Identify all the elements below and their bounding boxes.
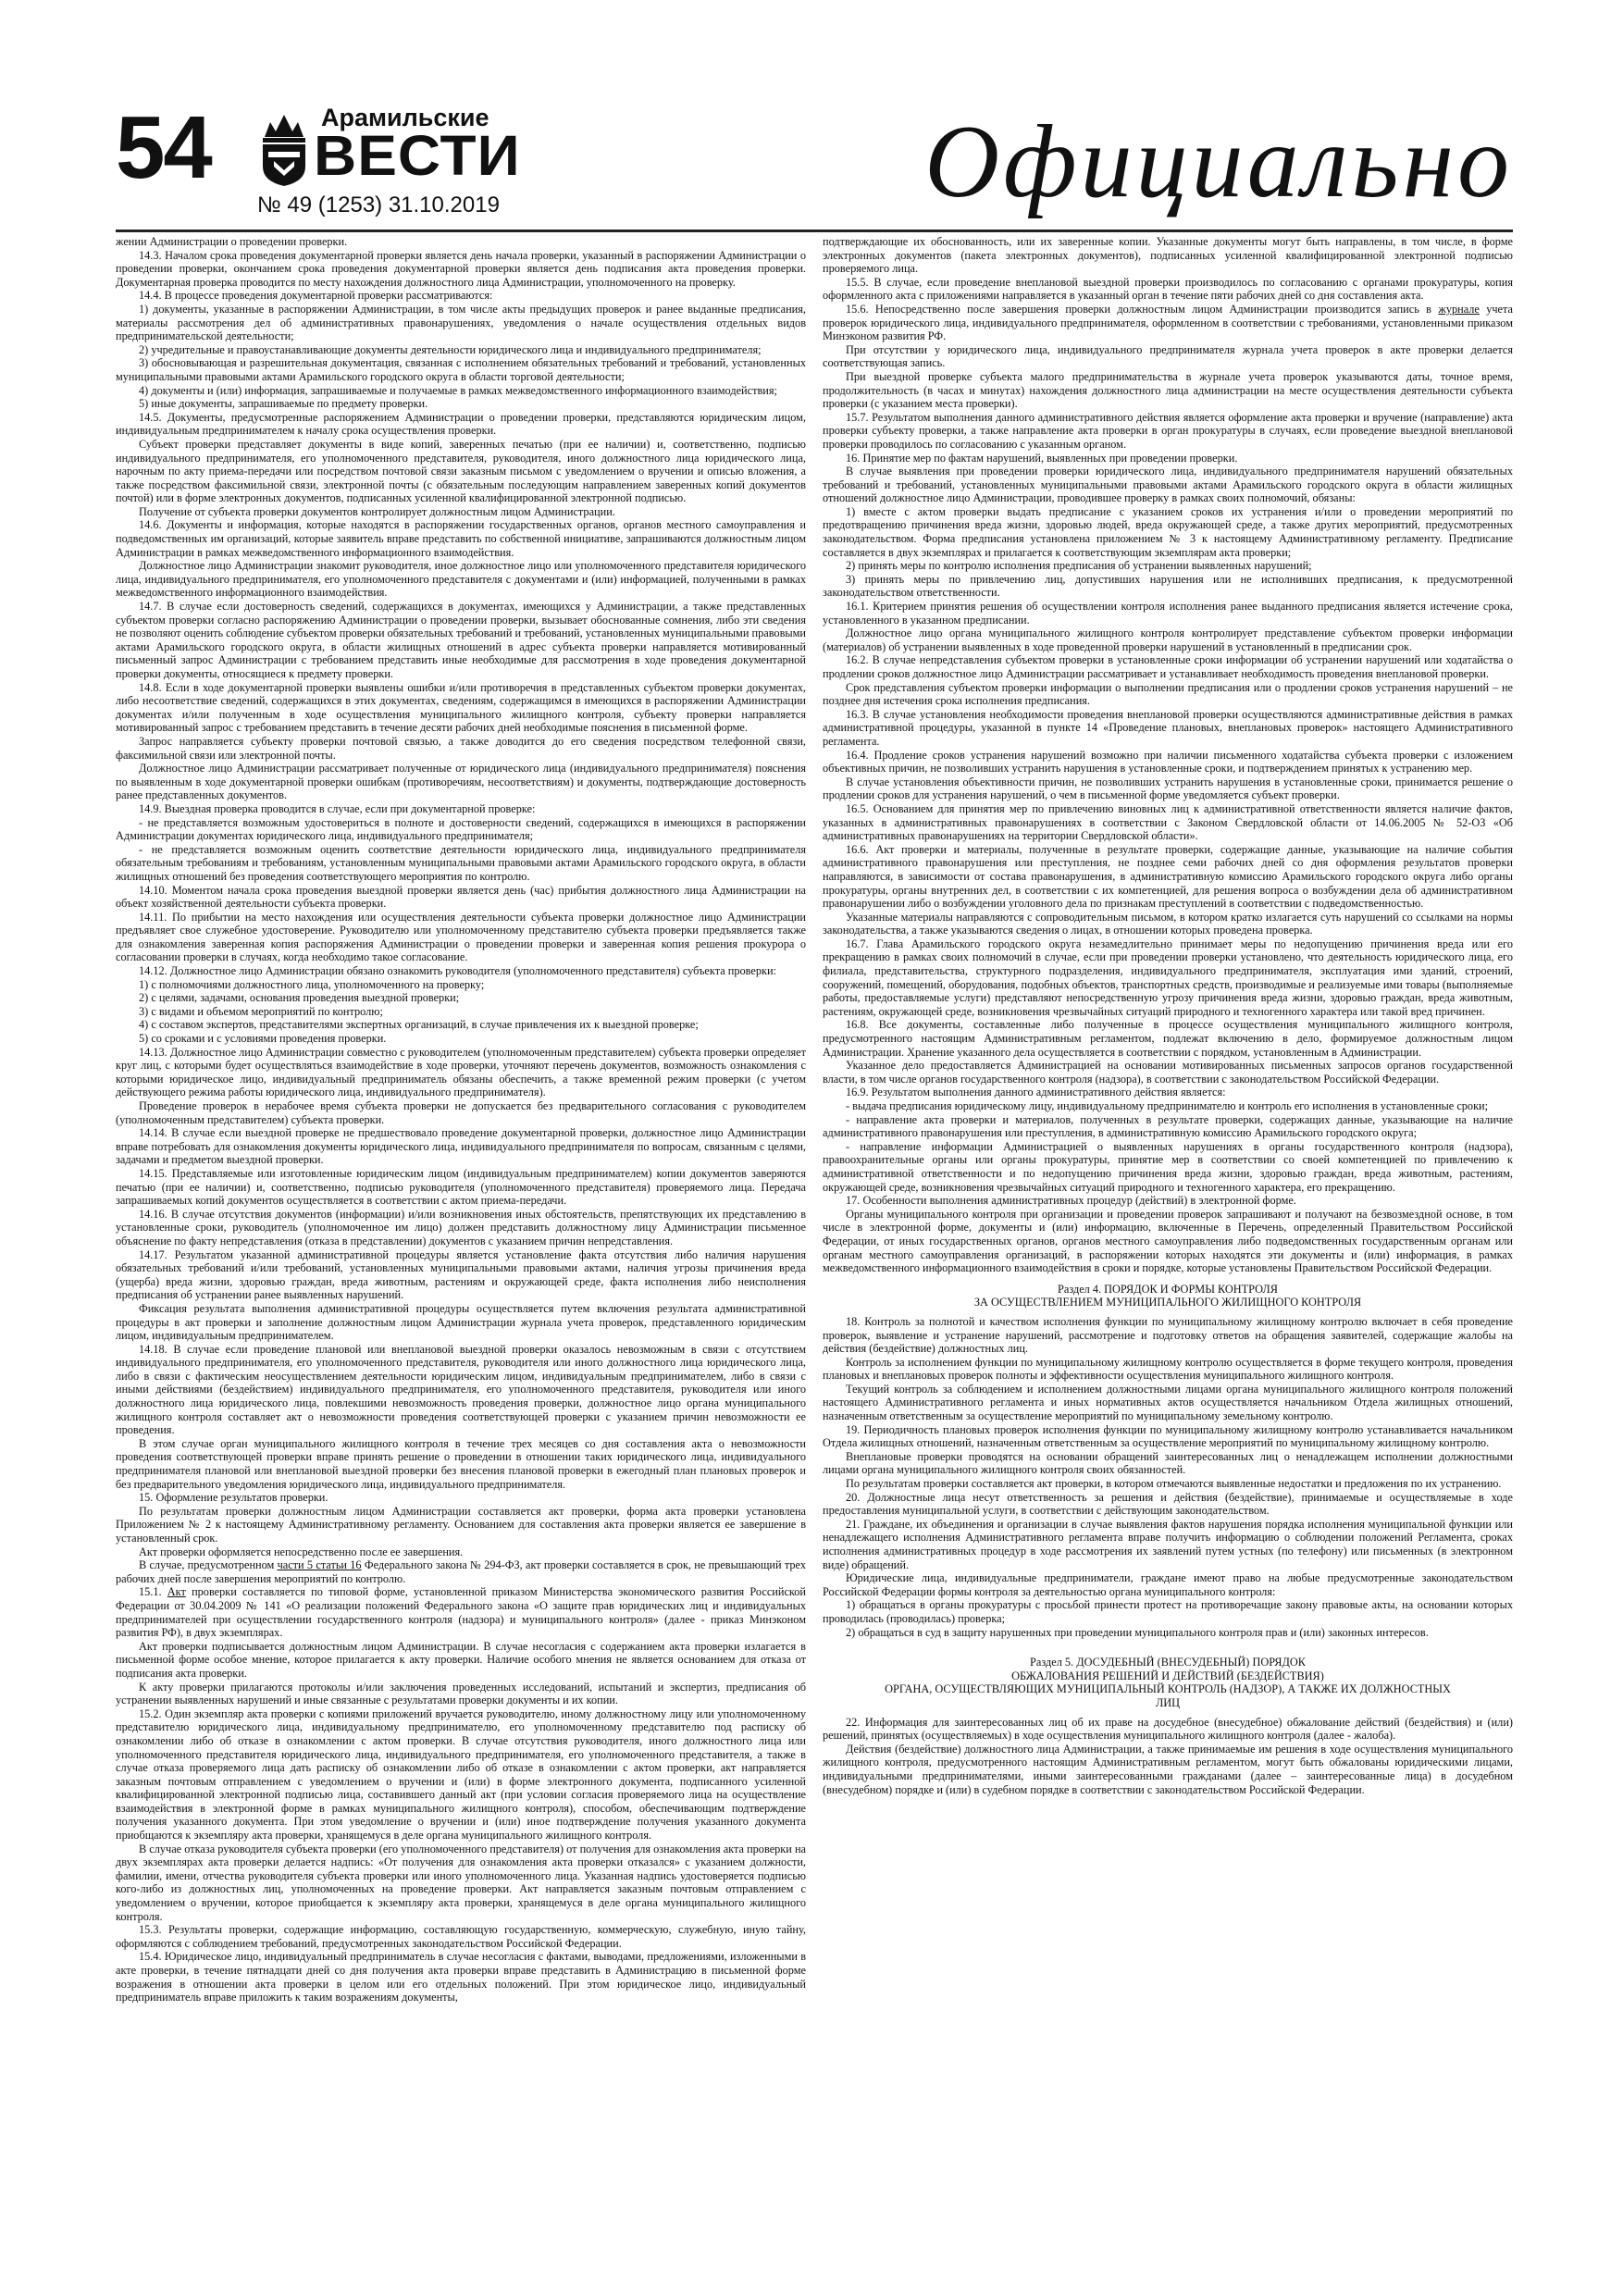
section-heading-line: ЛИЦ [1155, 1695, 1181, 1709]
paragraph: В случае установления объективности причин, не позволивших устранить нарушения в установленные сроки, принимается решение о продлении сроков для устранения нарушений, о чем в письменной форме уведомляется субъект проверки. [823, 775, 1513, 802]
right-part-2 [823, 1315, 1513, 1639]
paragraph: 21. Граждане, их объединения и организации в случае выявления фактов нарушения порядка исполнения муниципальной функции или ненадлежащего исполнения Административного регламента вправе получить информацию о соблюдении положений Регламента, сроках исполнения административных процедур в ходе рассмотрения их заявлений путем устных (по телефону) или письменных (в электронном виде) обращений. [823, 1517, 1513, 1571]
paragraph: По результатам проверки должностным лицом Администрации составляется акт проверки, форма акта проверки установлена Приложением № 2 к настоящему Административному регламенту. Основанием для составления акта проверки является ее завершение в установленный срок. [116, 1504, 806, 1545]
paragraph: 1) с полномочиями должностного лица, уполномоченного на проверку; [139, 977, 485, 991]
paragraph: 14.3. Началом срока проведения документарной проверки является день начала проверки, указанный в распоряжении Администрации о проведении проверки, окончанием срока проведения документарной проверки является день подписания акта проведения проверки. Документарная проверка проводится по месту нахождения должностного лица Администрации, уполномоченного на проверку. [116, 248, 806, 289]
paragraph: 14.6. Документы и информация, которые находятся в распоряжении государственных органов, органов местного самоуправления и подведомственных им организаций, которые заявитель вправе представить по собственной инициативе, запрашиваются должностным лицом Администрации в рамках межведомственного информационного взаимодействия. [116, 518, 806, 559]
paragraph: 19. Периодичность плановых проверок исполнения функции по муниципальному жилищному контролю устанавливается начальником Отдела жилищных отношений, назначенным ответственным за осуществление мероприятий по муниципальному жилищному контролю. [823, 1422, 1513, 1450]
paragraph: Должностное лицо Администрации знакомит руководителя, иное должностное лицо или уполномоченного представителя юридического лица, индивидуального предпринимателя, его уполномоченного представителя с документами и (или) информацией, полученными в рамках межведомственного информационного взаимодействия. [116, 559, 806, 600]
paragraph: 1) обращаться в органы прокуратуры с просьбой принести протест на противоречащие закону правовые акты, на основании которых проводилась (проводилась) проверка; [823, 1598, 1513, 1625]
paragraph: 14.7. В случае если достоверность сведений, содержащихся в документах, имеющихся у Администрации, а также представленных субъектом проверки согласно распоряжению Администрации о проведении проверки, вызывает обоснованные сомнения, либо эти сведения не позволяют оценить соблюдение субъектом проверки обязательных требований и требований, установленных муниципальными правовыми актами Арамильского городского округа, в области жилищных отношений в адрес субъекта проверки направляется мотивированный письменный запрос Администрации с требованием представить иные необходимые для рассмотрения в ходе проведения документарной проверки документы, относящиеся к предмету проверки. [116, 600, 806, 680]
section-heading-line: Раздел 4. ПОРЯДОК И ФОРМЫ КОНТРОЛЯ [1058, 1282, 1278, 1296]
paragraph: 5) со сроками и с условиями проведения проверки. [139, 1032, 387, 1046]
paragraph: 4) документы и (или) информация, запрашиваемые и получаемые в рамках межведомственного информационного взаимодействия; [139, 383, 777, 397]
paragraph: 15.7. Результатом выполнения данного административного действия является оформление акта проверки и вручение (направление) акта проверки субъекту проверки, а также направление акта проверки в орган прокуратуры в случаях, если проведение выездной внеплановой проверки проводилось по согласованию с указанным органом. [823, 410, 1513, 451]
paragraph: Субъект проверки представляет документы в виде копий, заверенных печатью (при ее наличии) и, соответственно, подписью индивидуального предпринимателя, его уполномоченного представителя, руководителя, иного должностного лица юридического лица, нарочным по акту приема-передачи или посредством почтовой связи заказным письмом с уведомлением о вручении и описью вложения, а также посредством факсимильной связи, электронной почты (с обязательным последующим направлением заверенных копий документов почтой) или в форме электронных документов, подписанных усиленной квалифицированной электронной подписью. [116, 437, 806, 505]
paragraph: Акт проверки подписывается должностным лицом Администрации. В случае несогласия с содержанием акта проверки излагается в письменной форме особое мнение, которое прилагается к акту проверки. Наличие особого мнения не является основанием для отказа от подписания акта проверки. [116, 1639, 806, 1680]
paragraph: 15.1. Акт проверки составляется по типовой форме, установленной приказом Министерства экономического развития Российской Федерации от 30.04.2009 № 141 «О реализации положений Федерального закона «О защите прав юридических лиц и индивидуальных предпринимателей при осуществлении государственного контроля (надзора) и муниципального контроля» (далее - приказ Минэконом развития РФ), в двух экземплярах. [116, 1585, 806, 1640]
paragraph: Органы муниципального контроля при организации и проведении проверок запрашивают и получают на безвозмездной основе, в том числе в электронной форме, документы и (или) информацию, включенные в Перечень, определенный Правительством Российской Федерации, от иных государственных органов, органов местного самоуправления либо подведомственных государственным органам или органам местного самоуправления организаций, в распоряжении которых находятся эти документы и (или) информация, в рамках межведомственного информационного взаимодействия в сроки и порядке, которые установлены Правительством Российской Федерации. [823, 1207, 1513, 1275]
section-heading-line: ЗА ОСУЩЕСТВЛЕНИЕМ МУНИЦИПАЛЬНОГО ЖИЛИЩНОГО КОНТРОЛЯ [973, 1296, 1362, 1309]
paragraph: 16.5. Основанием для принятия мер по привлечению виновных лиц к административной ответственности является наличие фактов, указанных в административных правонарушениях в соответствии с Законом Свердловской области от 14.06.2005 № 52-ОЗ «Об административных правонарушениях на территории Свердловской области». [823, 801, 1513, 843]
coat-of-arms-icon [257, 109, 311, 187]
paragraph: 2) принять меры по контролю исполнения предписания об устранении выявленных нарушений; [846, 559, 1312, 573]
page-number: 54 [116, 98, 211, 197]
paragraph: При выездной проверке субъекта малого предпринимательства в журнале учета проверок указываются даты, точное время, продолжительность (в часах и минутах) нахождения должностного лица администрации на месте осуществления деятельности субъекта проверки (с указанием места проверки). [823, 369, 1513, 411]
page-header [116, 98, 1513, 231]
paragraph: Юридические лица, индивидуальные предприниматели, граждане имеют право на любые предусмотренные законодательством Российской Федерации формы контроля за деятельностью органа муниципального контроля: [823, 1571, 1513, 1598]
right-part-1 [823, 235, 1513, 1275]
paragraph: 14.10. Моментом начала срока проведения выездной проверки является день (час) прибытия должностного лица Администрации на объект хозяйственной деятельности субъекта проверки. [116, 883, 806, 911]
paragraph: К акту проверки прилагаются протоколы и/или заключения проведенных исследований, испытаний и экспертиз, предписания об устранении выявленных нарушений и иные связанные с результатами проверки документы и их копии. [116, 1680, 806, 1707]
paragraph: 5) иные документы, запрашиваемые по предмету проверки. [139, 397, 428, 411]
paragraph: 16.4. Продление сроков устранения нарушений возможно при наличии письменного ходатайства субъекта проверки с изложением объективных причин, не позволивших устранить нарушения в установленные сроки, и подтверждением принятых к устранению мер. [823, 748, 1513, 776]
paragraph: 14.9. Выездная проверка проводится в случае, если при документарной проверке: [139, 801, 536, 815]
section-heading-line: ОРГАНА, ОСУЩЕСТВЛЯЮЩИХ МУНИЦИПАЛЬНЫЙ КОНТРОЛЬ (НАДЗОР), А ТАКЖЕ ИХ ДОЛЖНОСТНЫХ [885, 1682, 1451, 1696]
paragraph: Должностное лицо органа муниципального жилищного контроля контролирует представление субъектом проверки информации (материалов) об устранении выявленных в ходе проведенной проверки нарушений в установленный в предписании срок. [823, 627, 1513, 653]
paragraph: Запрос направляется субъекту проверки почтовой связью, а также доводится до его сведения посредством телефонной связи, факсимильной связи или электронной почты. [116, 734, 806, 762]
brand-top: Арамильские [321, 104, 489, 131]
paragraph: 16.1. Критерием принятия решения об осуществлении контроля исполнения ранее выданного предписания является истечение срока, установленного в указанном предписании. [823, 600, 1513, 627]
paragraph: 14.5. Документы, предусмотренные распоряжением Администрации о проведении проверки, представляются юридическим лицом, индивидуальным предпринимателем к началу срока осуществления проверки. [116, 410, 806, 438]
brand-name: ВЕСТИ [314, 124, 521, 188]
paragraph: - направление информации Администрацией о выявленных нарушениях в органы государственного контроля (надзора), правоохранительные органы или органы прокуратуры, принятие мер в соответствии со своей компетенцией по привлечению к административной ответственности и по недопущению причинения вреда жизни, здоровью граждан, вреда животным, растениям, окружающей среде, возникновения чрезвычайных ситуаций природного и техногенного характера, его прекращению. [823, 1139, 1513, 1194]
paragraph: подтверждающие их обоснованность, или их заверенные копии. Указанные документы могут быть направлены, в том числе, в форме электронных документов (пакета электронных документов), подписанных усиленной квалифицированной электронной подписью проверяемого лица. [823, 235, 1513, 276]
paragraph: 15.2. Один экземпляр акта проверки с копиями приложений вручается руководителю, иному должностному лицу или уполномоченному представителю юридического лица, индивидуальному предпринимателю, его уполномоченному представителю под расписку об ознакомлении либо об отказе в ознакомлении с актом проверки. В случае отсутствия руководителя, иного должностного лица или уполномоченного представителя юридического лица, индивидуального предпринимателя, его уполномоченного представителя, а также в случае отказа проверяемого лица дать расписку об ознакомлении либо об отказе в ознакомлении с актом проверки, акт направляется заказным почтовым отправлением с уведомлением о вручении и (или) в форме электронного документа, подписанного усиленной квалифицированной электронной подписью лица, составившего данный акт (при условии согласия проверяемого лица на осуществление взаимодействия в электронной форме в рамках муниципального жилищного контроля), способом, обеспечивающим подтверждение получения указанного документа. При этом уведомление о вручении и (или) иное подтверждение получения указанного документа приобщаются к экземпляру акта проверки, хранящемуся в деле органа муниципального жилищного контроля. [116, 1706, 806, 1843]
paragraph: Акт проверки оформляется непосредственно после ее завершения. [139, 1545, 464, 1558]
paragraph: Контроль за исполнением функции по муниципальному жилищному контролю осуществляется в форме текущего контроля, проведения плановых и внеплановых проверок полноты и эффективности осуществления муниципального жилищного контроля. [823, 1355, 1513, 1383]
paragraph: 14.17. Результатом указанной административной процедуры является установление факта отсутствия либо наличия нарушения обязательных требований и/или требований, установленных муниципальными правовыми актами, наличия угрозы причинения вреда (ущерба) вреда жизни, здоровью граждан, вреда животным, растениям и окружающей среде, факта исполнения либо неисполнения предписания об устранении ранее выявленных нарушений. [116, 1247, 806, 1302]
paragraph: 14.8. Если в ходе документарной проверки выявлены ошибки и/или противоречия в представленных субъектом проверки документах, либо несоответствие сведений, содержащихся в этих документах, сведениям, содержащимся в имеющихся в распоряжении Администрации документах и/или полученным в ходе осуществления муниципального жилищного контроля, субъекту проверки направляется мотивированный запрос с требованием представить в течение десяти рабочих дней необходимые пояснения в письменной форме. [116, 680, 806, 735]
paragraph: По результатам проверки составляется акт проверки, в котором отмечаются выявленные недостатки и предложения по их устранению. [846, 1477, 1502, 1491]
issue-info: № 49 (1253) 31.10.2019 [257, 192, 500, 217]
paragraph: 1) вместе с актом проверки выдать предписание с указанием сроков их устранения и/или о проведении мероприятий по предотвращению причинения вреда жизни, здоровью людей, вреда окружающей среде, а также других мероприятий, предусмотренных законодательством. Форма предписания установлена приложением № 3 к настоящему Административному регламенту. Предписание составляется в двух экземплярах и прилагается к соответствующим экземплярам акта проверки; [823, 504, 1513, 559]
paragraph: Фиксация результата выполнения административной процедуры осуществляется путем включения результата административной процедуры в акт проверки и заполнение должностным лицом Администрации журнала учета проверок, представленного юридическим лицом, индивидуальным предпринимателем. [116, 1301, 806, 1343]
paragraph: 14.12. Должностное лицо Администрации обязано ознакомить руководителя (уполномоченного представителя) субъекта проверки: [139, 964, 776, 978]
paragraph: 16. Принятие мер по фактам нарушений, выявленных при проведении проверки. [846, 451, 1238, 465]
section-4-title [823, 1283, 1513, 1309]
section-heading-line: Раздел 5. ДОСУДЕБНЫЙ (ВНЕСУДЕБНЫЙ) ПОРЯДОК [1030, 1656, 1306, 1669]
paragraph: 3) принять меры по привлечению лиц, допустивших нарушения или не исполнивших предписания, к предусмотренной законодательством ответственности. [823, 572, 1513, 600]
paragraph: 4) с составом экспертов, представителями экспертных организаций, в случае привлечения их к выездной проверке; [139, 1018, 699, 1032]
paragraph: Действия (бездействие) должностного лица Администрации, а также принимаемые им решения в ходе осуществления муниципального жилищного контроля, предусмотренного настоящим Административным регламентом, могут быть обжалованы юридическими лицами, индивидуальными предпринимателями, иными заинтересованными гражданами (далее – заинтересованные лица) в досудебном (внесудебном) порядке и (или) в судебном порядке в соответствии с законодательством Российской Федерации. [823, 1742, 1513, 1796]
paragraph: В этом случае орган муниципального жилищного контроля в течение трех месяцев со дня составления акта о невозможности проведения соответствующей проверки вправе принять решение о проведении в отношении таких юридического лица, индивидуального предпринимателя плановой или внеплановой выездной проверки без внесения плановой проверки в ежегодный план плановых проверок и без предварительного уведомления юридического лица, индивидуального предпринимателя. [116, 1436, 806, 1491]
paragraph: Текущий контроль за соблюдением и исполнением должностными лицами органа муниципального жилищного контроля положений настоящего Административного регламента и иных нормативных актов осуществляется начальником Отдела жилищных отношений, назначенным ответственным за осуществление мероприятий по муниципальному земельному контролю. [823, 1382, 1513, 1423]
paragraph: - выдача предписания юридическому лицу, индивидуальному предпринимателю и контроль его исполнения в установленные сроки; [846, 1099, 1489, 1112]
paragraph: 16.6. Акт проверки и материалы, полученные в результате проверки, содержащие данные, указывающие на наличие события административного правонарушения или преступления, не позднее семи рабочих дней со дня оформления результатов проверки направляются, в зависимости от состава правонарушения, в административную комиссию Арамильского городского округа либо органы прокуратуры, органы внутренних дел, в соответствии с их компетенцией, для решения вопроса о возбуждении дела об административном правонарушении либо о возбуждении уголовного дела по признакам преступлений в соответствии с подведомственностью. [823, 842, 1513, 911]
paragraph: 2) обращаться в суд в защиту нарушенных при проведении муниципального контроля прав и (или) законных интересов. [846, 1625, 1429, 1639]
paragraph: 16.8. Все документы, составленные либо полученные в процессе осуществления муниципального жилищного контроля, предусмотренного настоящим Административным регламентом, подлежат включению в дело, формируемое должностным лицом Администрации. Хранение указанного дела осуществляется в соответствии с порядком, установленным в Администрации. [823, 1018, 1513, 1059]
paragraph: В случае отказа руководителя субъекта проверки (его уполномоченного представителя) от получения для ознакомления акта проверки на двух экземплярах акта проверки делается надпись: «От получения для ознакомления акта проверки отказался» с указанием должности, фамилии, имени, отчества руководителя субъекта проверки или иного уполномоченного лица. Указанная надпись удостоверяется подписью кого-либо из должностных лиц, уполномоченных на проведение проверки. Акт направляется заказным почтовым отправлением с уведомлением о вручении, которое приобщается к экземпляру акта проверки, хранящемуся в деле органа муниципального жилищного контроля. [116, 1842, 806, 1923]
paragraph: 15.5. В случае, если проведение внеплановой выездной проверки производилось по согласованию с органами прокуратуры, копия оформленного акта с приложениями направляется в указанный орган в течение пяти рабочих дней со дня составления акта. [823, 275, 1513, 303]
paragraph: Получение от субъекта проверки документов контролирует должностным лицом Администрации. [139, 504, 615, 518]
paragraph: 15.3. Результаты проверки, содержащие информацию, составляющую государственную, коммерческую, служебную, иную тайну, оформляются с соблюдением требований, предусмотренных законодательством Российской Федерации. [116, 1923, 806, 1950]
paragraph: - не представляется возможным удостовериться в полноте и достоверности сведений, содержащихся в имеющихся в распоряжении Администрации документах юридического лица, индивидуального предпринимателя; [116, 815, 806, 843]
paragraph: В случае, предусмотренном части 5 статьи 16 Федерального закона № 294-ФЗ, акт проверки составляется в срок, не превышающий трех рабочих дней после завершения мероприятий по контролю. [116, 1558, 806, 1585]
header-rule [116, 230, 1513, 232]
left-column [116, 235, 806, 2271]
paragraph: 3) с видами и объемом мероприятий по контролю; [139, 1004, 383, 1018]
paragraph: 2) с целями, задачами, основания проведения выездной проверки; [139, 991, 460, 1005]
paragraph: 14.16. В случае отсутствия документов (информации) и/или возникновения иных обстоятельств, препятствующих их представлению в установленные сроки, руководитель (уполномоченное им лицо) должен представить должностному лицу Администрации письменное объяснение по факту непредставления (отказа в представлении) документов с указанием причин непредставления. [116, 1207, 806, 1247]
paragraph: 14.14. В случае если выездной проверке не предшествовало проведение документарной проверки, должностное лицо Администрации вправе потребовать для ознакомления документы юридического лица, индивидуального предпринимателя по вопросам, связанным с целями, задачами и предметом выездной проверки. [116, 1126, 806, 1167]
paragraph: 16.3. В случае установления необходимости проведения внеплановой проверки осуществляются административные действия в рамках административной процедуры, указанной в пункте 14 «Проведение плановых, внеплановых проверок» настоящего Административного регламента. [823, 707, 1513, 748]
paragraph: При отсутствии у юридического лица, индивидуального предпринимателя журнала учета проверок в акте проверки делается соответствующая запись. [823, 342, 1513, 370]
paragraph: 16.9. Результатом выполнения данного административного действия является: [846, 1086, 1226, 1099]
paragraph: В случае выявления при проведении проверки юридического лица, индивидуального предпринимателя нарушений обязательных требований и требований, установленных муниципальными правовыми актами Арамильского городского округа в области жилищных отношений должностное лицо Администрации, проводившее проверку в рамках своих полномочий, обязаны: [823, 465, 1513, 505]
paragraph: - направление акта проверки и материалов, полученных в результате проверки, содержащих данные, указывающие на наличие административного правонарушения или преступления, в административную комиссию Арамильского городского округа; [823, 1112, 1513, 1140]
paragraph: 16.7. Глава Арамильского городского округа незамедлительно принимает меры по недопущению причинения вреда или его прекращению в рамках своих полномочий в случае, если при проведении проверки установлено, что деятельность юридического лица, его филиала, представительства, структурного подразделения, индивидуального предпринимателя, эксплуатация ими зданий, строений, сооружений, помещений, оборудования, подобных объектов, транспортных средств, производимые и реализуемые ими товары (выполняемые работы, предоставляемые услуги) представляют непосредственную угрозу причинения вреда жизни, здоровью граждан, вреда животным, растениям, окружающей среде, возникновения чрезвычайных ситуаций природного и техногенного характера или такой вред причинен. [823, 937, 1513, 1018]
paragraph: 15. Оформление результатов проверки. [139, 1491, 328, 1505]
paragraph: Указанное дело предоставляется Администрацией на основании мотивированных письменных запросов органов государственной власти, в том числе органов государственного контроля (надзора), в соответствии с законодательством Российской Федерации. [823, 1059, 1513, 1086]
paragraph: жении Администрации о проведении проверки. [116, 235, 348, 248]
paragraph: 20. Должностные лица несут ответственность за решения и действия (бездействие), принимаемые и осуществляемые в ходе предоставления муниципальной услуги, в соответствии с действующим законодательством. [823, 1490, 1513, 1518]
paragraph: - не представляется возможным оценить соответствие деятельности юридического лица, индивидуального предпринимателя обязательным требованиям и требованиям, установленным муниципальными правовыми актами Арамильского городского округа, в области жилищных отношений без проведения соответствующего мероприятия по контролю. [116, 842, 806, 883]
paragraph: 14.4. В процессе проведения документарной проверки рассматриваются: [139, 289, 493, 303]
paragraph: 22. Информация для заинтересованных лиц об их праве на досудебное (внесудебное) обжалование действий (бездействия) и (или) решений, принятых (осуществляемых) в ходе осуществления муниципального жилищного контроля (далее - жалоба). [823, 1715, 1513, 1743]
paragraph: Указанные материалы направляются с сопроводительным письмом, в котором кратко излагается суть нарушений со ссылками на нормы законодательства, а также указываются сведения о лицах, в отношении которых проведена проверка. [823, 910, 1513, 937]
paragraph: 14.11. По прибытии на место нахождения или осуществления деятельности субъекта проверки должностное лицо Администрации предъявляет свое служебное удостоверение. Руководителю или уполномоченному представителю субъекта проверки предъявляется также для ознакомления заверенная копия распоряжения Администрации о проведении проверки и заверенная копия решения прокурора о согласовании проверки в случаях, когда необходимо такое согласование. [116, 910, 806, 964]
paragraph: 14.15. Представляемые или изготовленные юридическим лицом (индивидуальным предпринимателем) копии документов заверяются печатью (при ее наличии) и, соответственно, подписью руководителя (уполномоченного представителя) проверяемого лица. Передача запрашиваемых копий документов осуществляется в соответствии с актом приема-передачи. [116, 1166, 806, 1208]
paragraph: Проведение проверок в нерабочее время субъекта проверки не допускается без предварительного согласования с руководителем (уполномоченным представителем) субъекта проверки. [116, 1099, 806, 1126]
paragraph: 14.18. В случае если проведение плановой или внеплановой выездной проверки оказалось невозможным в связи с отсутствием индивидуального предпринимателя, его уполномоченного представителя, руководителя или иного должностного лица юридического лица, либо в связи с фактическим неосуществлением деятельности юридическим лицом, индивидуальным предпринимателем, либо в связи с иными действиями (бездействием) индивидуального предпринимателя, его уполномоченного представителя, руководителя или иного должностного лица юридического лица, повлекшими невозможность проведения проверки, должностное лицо органа муниципального жилищного контроля составляет акт о невозможности проведения соответствующей проверки с указанием причин невозможности ее проведения. [116, 1342, 806, 1437]
right-column [823, 235, 1513, 2271]
section-heading-line: ОБЖАЛОВАНИЯ РЕШЕНИЙ И ДЕЙСТВИЙ (БЕЗДЕЙСТВИЯ) [1011, 1669, 1324, 1682]
paragraph: 15.4. Юридическое лицо, индивидуальный предприниматель в случае несогласия с фактами, выводами, предложениями, изложенными в акте проверки, в течение пятнадцати дней со дня получения акта проверки вправе представить в Администрацию в письменной форме возражения в отношении акта проверки в целом или его отдельных положений. При этом юридическое лицо, индивидуальный предприниматель вправе приложить к таким возражениям документы, [116, 1950, 806, 2004]
paragraph: 14.13. Должностное лицо Администрации совместно с руководителем (уполномоченным представителем) субъекта проверки определяет круг лиц, с которыми будет осуществляться взаимодействие в ходе проверки, уточняют перечень документов, возможность ознакомления с которыми юридическое лицо, индивидуальный предприниматель обязаны обеспечить, а также временной режим проверки (с учетом действующего режима работы юридического лица, индивидуального предпринимателя). [116, 1045, 806, 1099]
paragraph: 3) обосновывающая и разрешительная документация, связанная с исполнением обязательных требований и требований, установленных муниципальными правовыми актами Арамильского городского округа в области торговой деятельности; [116, 356, 806, 383]
section-title: Официально [924, 105, 1513, 219]
paragraph: 1) документы, указанные в распоряжении Администрации, в том числе акты предыдущих проверок и ранее выданные предписания, материалы рассмотрения дел об административных правонарушениях, уведомления о начале осуществления отдельных видов предпринимательской деятельности; [116, 302, 806, 343]
paragraph: 16.2. В случае непредставления субъектом проверки в установленные сроки информации об устранении нарушений или ходатайства о продлении сроков должностное лицо Администрации рассматривает и устанавливает необходимость проведения внеплановой проверки. [823, 653, 1513, 680]
paragraph: Внеплановые проверки проводятся на основании обращений заинтересованных лиц о ненадлежащем исполнении должностными лицами органа муниципального жилищного контроля своих обязанностей. [823, 1449, 1513, 1477]
paragraph: 17. Особенности выполнения административных процедур (действий) в электронной форме. [846, 1194, 1296, 1208]
paragraph: 18. Контроль за полнотой и качеством исполнения функции по муниципальному жилищному контролю включает в себя проведение проверок, выявление и устранение нарушений, рассмотрение и подготовку ответов на обращения заявителей, содержащие жалобы на действия (бездействие) должностных лиц. [823, 1314, 1513, 1356]
paragraph: 2) учредительные и правоустанавливающие документы деятельности юридического лица и индивидуального предпринимателя; [139, 342, 762, 356]
paragraph: 15.6. Непосредственно после завершения проверки должностным лицом Администрации производится запись в журнале учета проверок юридического лица, индивидуального предпринимателя, оформленном в соответствии с требованиями, установленными приказом Минэконом развития РФ. [823, 302, 1513, 343]
section-5-title [823, 1656, 1513, 1709]
paragraph: Срок представления субъектом проверки информации о выполнении предписания или о продлении сроков устранения нарушений – не позднее дня истечения срока исполнения предписания. [823, 680, 1513, 708]
paragraph: Должностное лицо Администрации рассматривает полученные от юридического лица (индивидуального предпринимателя) пояснения по выявленным в ходе документарной проверки ошибкам (противоречиям, несоответствиям) и документы, подтверждающие достоверность ранее представленных документов. [116, 762, 806, 802]
right-part-3 [823, 1716, 1513, 1797]
